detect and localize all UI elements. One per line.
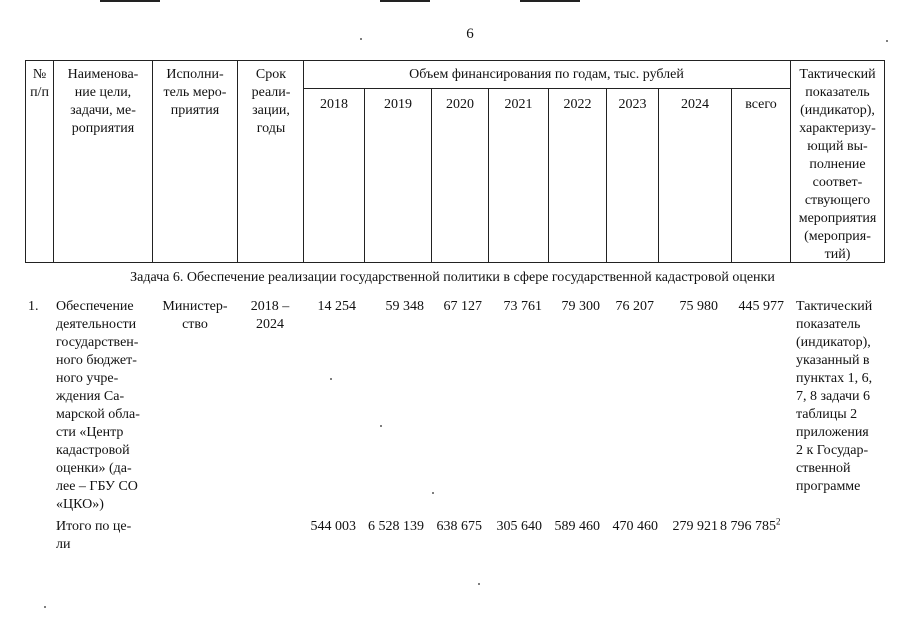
- header-year-2018: 2018: [320, 97, 348, 112]
- total-value-total-number: 8 796 785: [720, 519, 776, 534]
- scan-speck: [432, 492, 434, 494]
- text-line: показатель: [796, 317, 861, 332]
- row1-value-2019: 59 348: [385, 299, 424, 314]
- scan-speck: [380, 425, 382, 427]
- text-line: указанный в: [796, 353, 870, 368]
- header-year-2020: 2020: [446, 97, 474, 112]
- text-line: 2018 –: [250, 299, 290, 314]
- row1-value-2021: 73 761: [503, 299, 542, 314]
- task-title: Задача 6. Обеспечение реализации государственной политики в сфере государственной кадастровой оценки: [130, 270, 775, 285]
- header-col-executor: Исполни-тель меро-приятия: [163, 67, 227, 118]
- text-line: 2 к Государ-: [796, 443, 869, 458]
- header-year-2024: 2024: [681, 97, 709, 112]
- header-col-number: № п/п: [30, 67, 49, 100]
- text-line: 2024: [256, 317, 284, 332]
- text-line: 7, 8 задачи 6: [796, 389, 871, 404]
- total-value-2022: 589 460: [554, 519, 600, 534]
- footnote-marker: 2: [776, 516, 781, 527]
- text-line: сти «Центр: [56, 425, 124, 440]
- header-col-indicator: Тактический показатель (индикатор), характеризу-ющий вы-полнение соответ-ствующего мероприятия (мероприя-тий): [798, 67, 877, 262]
- text-line: ного учре-: [56, 371, 119, 386]
- scan-speck: [330, 378, 332, 380]
- row1-value-2024: 75 980: [679, 299, 718, 314]
- header-col-funding: Объем финансирования по годам, тыс. рублей: [409, 67, 684, 82]
- total-label: [56, 518, 148, 554]
- header-col-term: Срок реали-зации, годы: [251, 67, 291, 136]
- text-line: кадастровой: [56, 443, 130, 458]
- text-line: оценки» (да-: [56, 461, 132, 476]
- text-line: ли: [56, 537, 71, 552]
- scan-speck: [360, 38, 362, 40]
- text-line: марской обла-: [56, 407, 140, 422]
- row1-indicator: [796, 298, 886, 496]
- text-line: лее – ГБУ СО: [56, 479, 138, 494]
- text-line: государствен-: [56, 335, 139, 350]
- scan-mark: [100, 0, 160, 2]
- total-value-2018: 544 003: [310, 519, 356, 534]
- text-line: Министер-: [162, 299, 228, 314]
- scan-mark: [520, 0, 580, 2]
- scan-speck: [44, 606, 46, 608]
- row1-executor: [155, 298, 235, 334]
- total-value-2024: 279 921: [672, 519, 718, 534]
- row1-name: [56, 298, 148, 514]
- text-line: таблицы 2: [796, 407, 858, 422]
- header-year-2021: 2021: [504, 97, 533, 112]
- text-line: ного бюджет-: [56, 353, 137, 368]
- scan-mark: [380, 0, 430, 2]
- total-value-2023: 470 460: [612, 519, 658, 534]
- text-line: «ЦКО»): [56, 497, 104, 512]
- text-line: приложения: [796, 425, 869, 440]
- header-col-name: Наименова-ние цели, задачи, ме-роприятия: [67, 67, 139, 136]
- text-line: Обеспечение: [56, 299, 134, 314]
- row1-value-2023: 76 207: [615, 299, 654, 314]
- total-value-2020: 638 675: [436, 519, 482, 534]
- text-line: пунктах 1, 6,: [796, 371, 873, 386]
- text-line: ждения Са-: [56, 389, 125, 404]
- text-line: программе: [796, 479, 861, 494]
- row1-number: 1.: [28, 299, 39, 314]
- header-year-2022: 2022: [563, 97, 592, 112]
- scan-speck: [478, 583, 480, 585]
- scan-speck: [886, 40, 888, 42]
- row1-value-total: 445 977: [738, 299, 784, 314]
- header-year-total: всего: [745, 97, 777, 112]
- text-line: (индикатор),: [796, 335, 871, 350]
- text-line: Тактический: [796, 299, 873, 314]
- row1-value-2022: 79 300: [561, 299, 600, 314]
- row1-term: [240, 298, 300, 334]
- text-line: деятельности: [56, 317, 137, 332]
- total-value-2021: 305 640: [496, 519, 542, 534]
- text-line: ственной: [796, 461, 851, 476]
- header-year-2023: 2023: [618, 97, 647, 112]
- row1-value-2020: 67 127: [443, 299, 482, 314]
- total-value-total: [720, 518, 800, 536]
- page-number: 6: [466, 26, 474, 42]
- total-value-2019: 6 528 139: [368, 519, 424, 534]
- header-year-2019: 2019: [384, 97, 412, 112]
- row1-value-2018: 14 254: [317, 299, 356, 314]
- text-line: Итого по це-: [56, 519, 132, 534]
- text-line: ство: [182, 317, 208, 332]
